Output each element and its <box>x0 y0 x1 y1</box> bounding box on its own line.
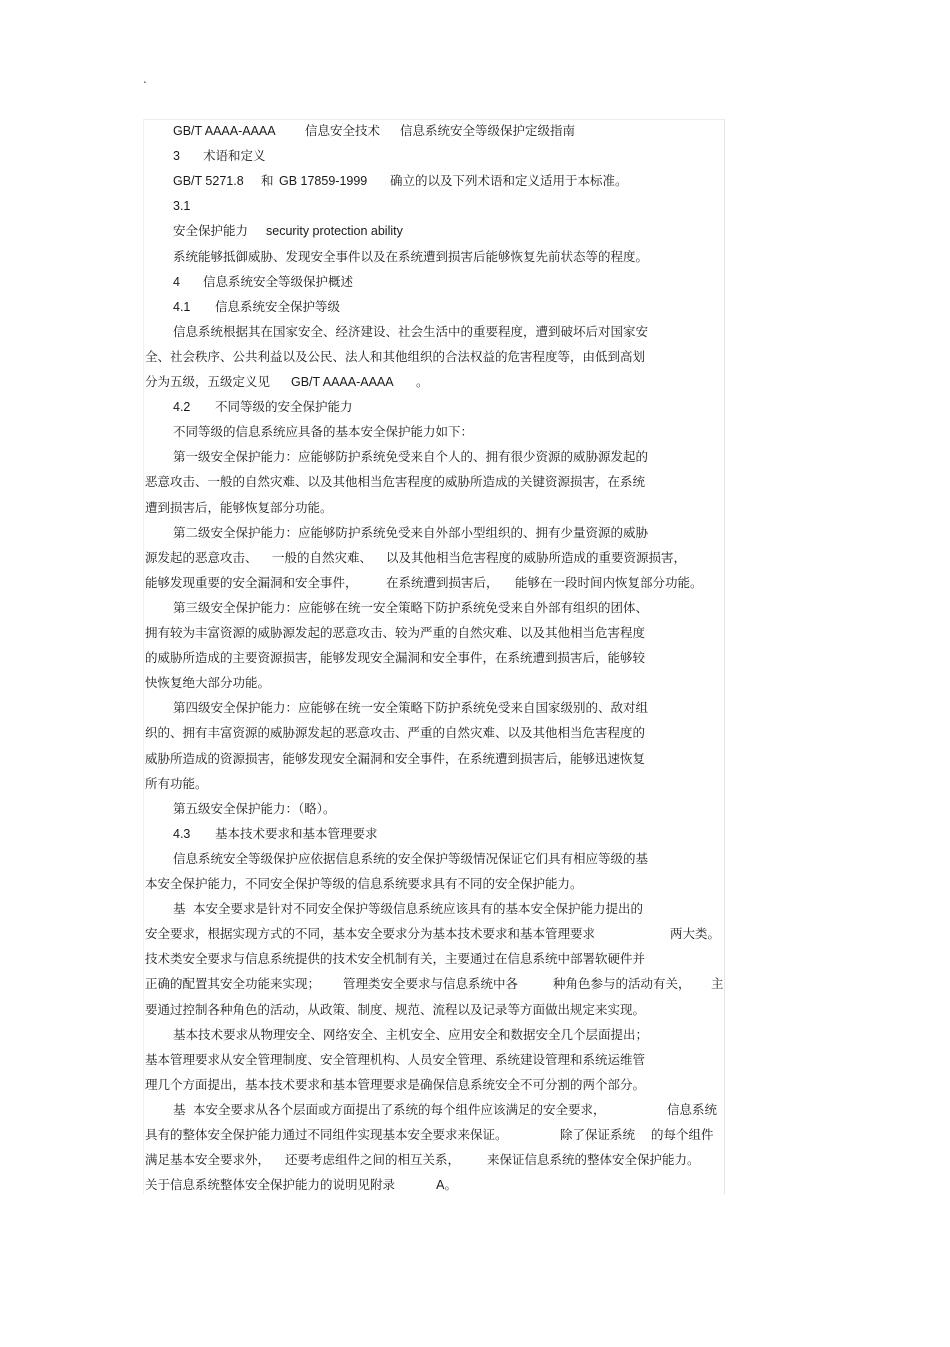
text-line-19-seg-0: 第三级安全保护能力：应能够在统一安全策略下防护系统免受来自外部有组织的团体、 <box>173 600 649 615</box>
text-line-15-seg-0: 遭到损害后，能够恢复部分功能。 <box>145 500 333 515</box>
text-line-33-seg-0: 技术类安全要求与信息系统提供的技术安全机制有关，主要通过在信息系统中部署软硬件并 <box>145 951 646 966</box>
text-line-38-seg-0: 理几个方面提出，基本技术要求和基本管理要求是确保信息系统安全不可分割的两个部分。 <box>145 1077 646 1092</box>
text-line-41-seg-1: 还要考虑组件之间的相互关系， <box>285 1152 461 1167</box>
text-line-18-seg-2: 能够在一段时间内恢复部分功能。 <box>515 575 703 590</box>
text-line-2-seg-3: 确立的以及下列术语和定义适用于本标准。 <box>390 173 628 188</box>
text-line-17-seg-2: 以及其他相当危害程度的威胁所造成的重要资源损害， <box>386 550 687 565</box>
text-line-34-seg-1: 管理类安全要求与信息系统中各 <box>343 976 519 991</box>
text-line-13-seg-0: 第一级安全保护能力：应能够防护系统免受来自个人的、拥有很少资源的威胁源发起的 <box>173 449 649 464</box>
text-line-9-seg-0: 全、社会秩序、公共利益以及公民、法人和其他组织的合法权益的危害程度等，由低到高划 <box>145 349 646 364</box>
text-line-34-seg-2: 种角色参与的活动有关， <box>553 976 691 991</box>
text-line-11-seg-0: 4.2 <box>173 400 191 414</box>
text-line-32-seg-0: 安全要求，根据实现方式的不同，基本安全要求分为基本技术要求和基本管理要求 <box>145 926 596 941</box>
text-line-0-seg-2: 信息系统安全等级保护定级指南 <box>400 123 576 138</box>
text-line-2-seg-2: GB 17859-1999 <box>279 174 368 188</box>
text-line-10-seg-0: 分为五级，五级定义见 <box>145 374 271 389</box>
text-line-41-seg-2: 来保证信息系统的整体安全保护能力。 <box>487 1152 700 1167</box>
text-line-3-seg-0: 3.1 <box>173 199 191 213</box>
text-line-39-seg-1: 本安全要求从各个层面或方面提出了系统的每个组件应该满足的安全要求， <box>193 1102 606 1117</box>
text-line-28-seg-1: 基本技术要求和基本管理要求 <box>215 826 378 841</box>
text-line-41-seg-0: 满足基本安全要求外， <box>145 1152 271 1167</box>
text-line-39-seg-2: 信息系统 <box>667 1102 718 1117</box>
text-line-14-seg-0: 恶意攻击、一般的自然灾难、以及其他相当危害程度的威胁所造成的关键资源损害，在系统 <box>145 474 646 489</box>
text-line-10-seg-2: 。 <box>416 374 429 389</box>
text-line-4-seg-0: 安全保护能力 <box>173 223 249 238</box>
text-line-4-seg-1: security protection ability <box>266 224 403 238</box>
text-line-25-seg-0: 威胁所造成的资源损害，能够发现安全漏洞和安全事件，在系统遭到损害后，能够迅速恢复 <box>145 751 646 766</box>
text-line-37-seg-0: 基本管理要求从安全管理制度、安全管理机构、人员安全管理、系统建设管理和系统运维管 <box>145 1052 646 1067</box>
text-line-28-seg-0: 4.3 <box>173 827 191 841</box>
text-line-42-seg-1: A。 <box>436 1177 458 1192</box>
text-line-6-seg-1: 信息系统安全等级保护概述 <box>203 274 354 289</box>
text-line-2-seg-1: 和 <box>261 173 274 188</box>
text-line-18-seg-0: 能够发现重要的安全漏洞和安全事件， <box>145 575 358 590</box>
text-line-31-seg-1: 本安全要求是针对不同安全保护等级信息系统应该具有的基本安全保护能力提出的 <box>193 901 644 916</box>
text-line-30-seg-0: 本安全保护能力，不同安全保护等级的信息系统要求具有不同的安全保护能力。 <box>145 876 583 891</box>
page-mark: . <box>143 72 147 86</box>
text-line-0-seg-0: GB/T AAAA-AAAA <box>173 124 276 138</box>
text-line-29-seg-0: 信息系统安全等级保护应依据信息系统的安全保护等级情况保证它们具有相应等级的基 <box>173 851 649 866</box>
text-line-5-seg-0: 系统能够抵御威胁、发现安全事件以及在系统遭到损害后能够恢复先前状态等的程度。 <box>173 249 649 264</box>
text-line-34-seg-3: 主 <box>711 976 724 991</box>
text-line-40-seg-1: 除了保证系统 <box>560 1127 636 1142</box>
text-line-32-seg-1: 两大类。 <box>670 926 721 941</box>
text-line-11-seg-1: 不同等级的安全保护能力 <box>215 399 353 414</box>
text-line-34-seg-0: 正确的配置其安全功能来实现； <box>145 976 321 991</box>
text-line-35-seg-0: 要通过控制各种角色的活动，从政策、制度、规范、流程以及记录等方面做出规定来实现。 <box>145 1002 646 1017</box>
text-line-36-seg-0: 基本技术要求从物理安全、网络安全、主机安全、应用安全和数据安全几个层面提出； <box>173 1027 649 1042</box>
text-line-7-seg-1: 信息系统安全保护等级 <box>215 299 341 314</box>
text-line-2-seg-0: GB/T 5271.8 <box>173 174 244 188</box>
text-line-20-seg-0: 拥有较为丰富资源的威胁源发起的恶意攻击、较为严重的自然灾难、以及其他相当危害程度 <box>145 625 646 640</box>
text-line-6-seg-0: 4 <box>173 275 180 289</box>
text-line-39-seg-0: 基 <box>173 1102 186 1117</box>
text-line-42-seg-0: 关于信息系统整体安全保护能力的说明见附录 <box>145 1177 396 1192</box>
text-line-31-seg-0: 基 <box>173 901 186 916</box>
text-line-7-seg-0: 4.1 <box>173 300 191 314</box>
text-line-16-seg-0: 第二级安全保护能力：应能够防护系统免受来自外部小型组织的、拥有少量资源的威胁 <box>173 525 649 540</box>
text-line-24-seg-0: 织的、拥有丰富资源的威胁源发起的恶意攻击、严重的自然灾难、以及其他相当危害程度的 <box>145 725 646 740</box>
text-line-0-seg-1: 信息安全技术 <box>305 123 381 138</box>
text-line-1-seg-1: 术语和定义 <box>203 148 266 163</box>
text-line-10-seg-1: GB/T AAAA-AAAA <box>291 375 394 389</box>
text-line-18-seg-1: 在系统遭到损害后， <box>386 575 499 590</box>
text-line-12-seg-0: 不同等级的信息系统应具备的基本安全保护能力如下： <box>173 424 474 439</box>
text-line-23-seg-0: 第四级安全保护能力：应能够在统一安全策略下防护系统免受来自国家级别的、敌对组 <box>173 700 649 715</box>
text-line-27-seg-0: 第五级安全保护能力：（略）。 <box>173 801 336 816</box>
text-line-8-seg-0: 信息系统根据其在国家安全、经济建设、社会生活中的重要程度，遭到破坏后对国家安 <box>173 324 649 339</box>
text-line-26-seg-0: 所有功能。 <box>145 776 208 791</box>
text-line-17-seg-1: 一般的自然灾难、 <box>272 550 373 565</box>
text-line-1-seg-0: 3 <box>173 149 180 163</box>
text-line-21-seg-0: 的威胁所造成的主要资源损害，能够发现安全漏洞和安全事件，在系统遭到损害后，能够较 <box>145 650 646 665</box>
text-line-40-seg-2: 的每个组件 <box>651 1127 714 1142</box>
text-line-17-seg-0: 源发起的恶意攻击、 <box>145 550 258 565</box>
text-line-40-seg-0: 具有的整体安全保护能力通过不同组件实现基本安全要求来保证。 <box>145 1127 508 1142</box>
text-line-22-seg-0: 快恢复绝大部分功能。 <box>145 675 271 690</box>
